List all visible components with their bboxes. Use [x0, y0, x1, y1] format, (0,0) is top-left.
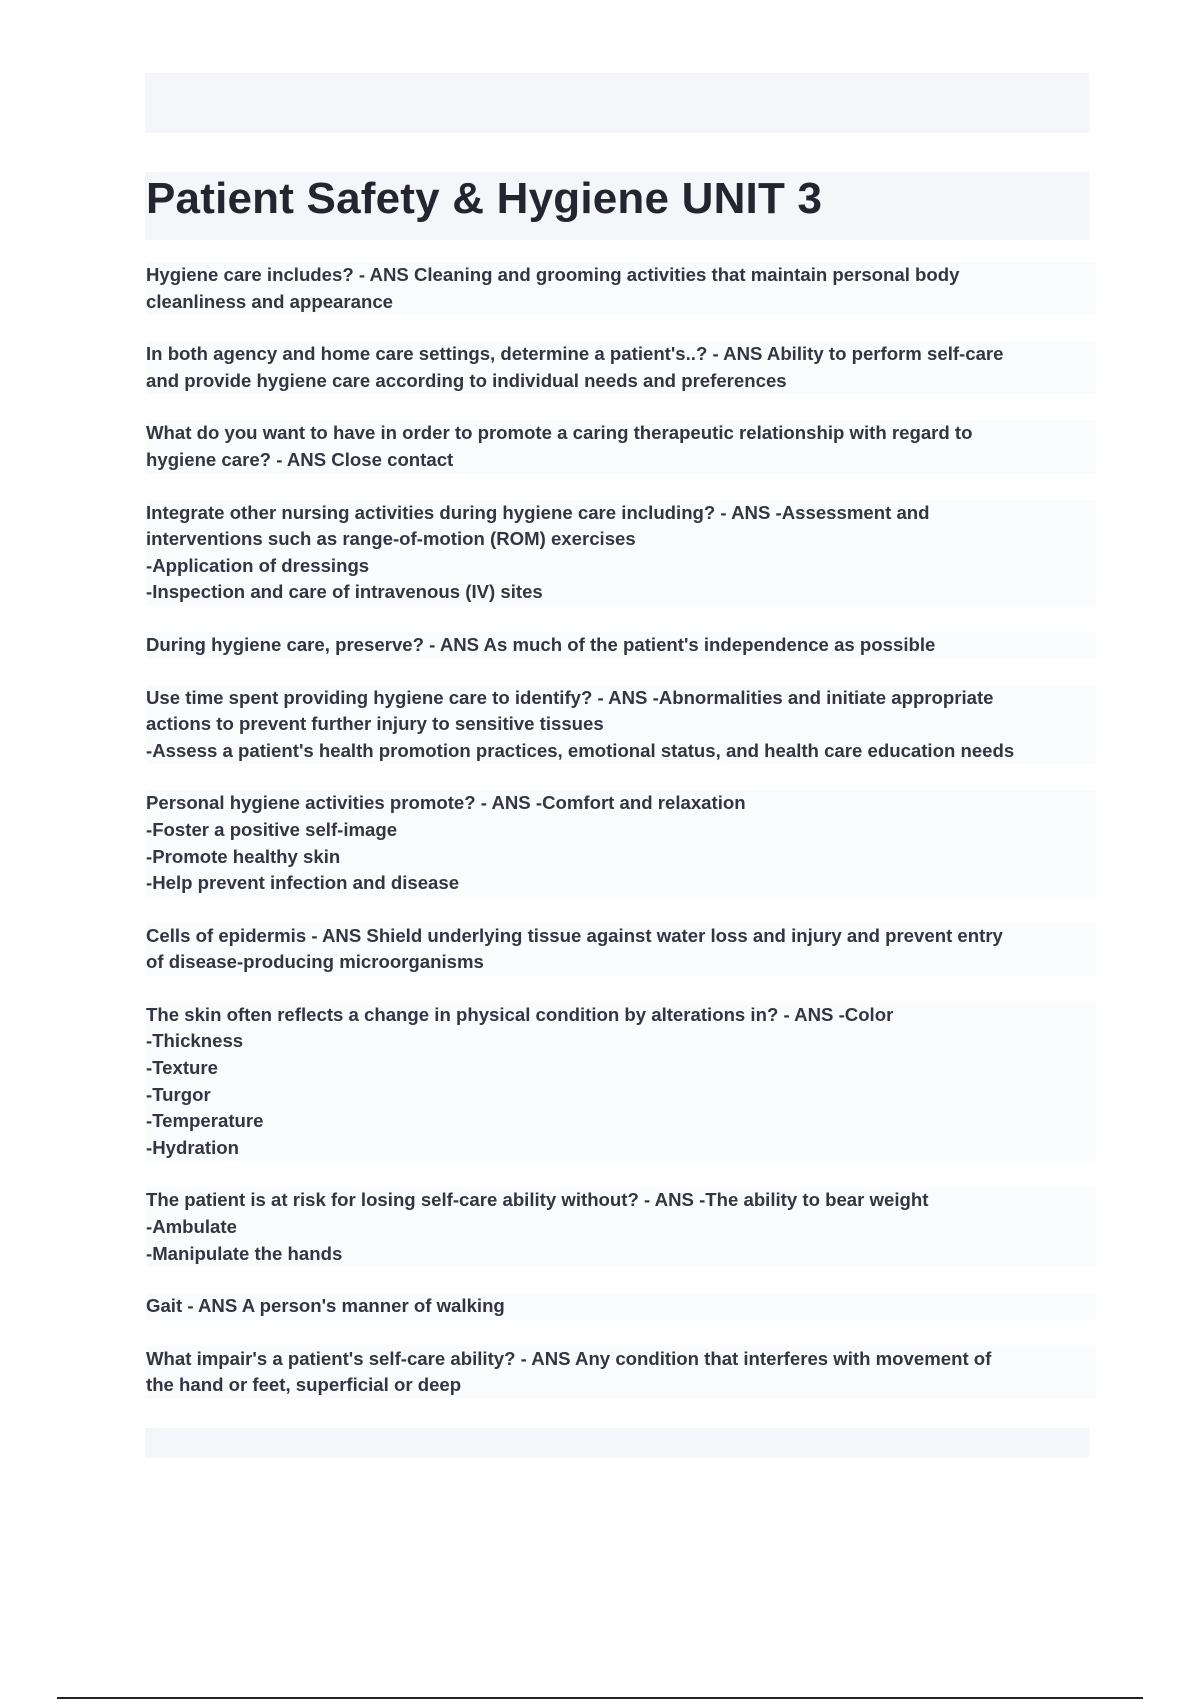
qa-line: the hand or feet, superficial or deep	[146, 1374, 462, 1396]
qa-line: Personal hygiene activities promote? - ANS -Comfort and relaxation	[146, 792, 746, 814]
footer-band	[145, 1428, 1089, 1458]
footer-divider	[57, 1697, 1143, 1699]
qa-line: The patient is at risk for losing self-care ability without? - ANS -The ability to bear weight	[146, 1189, 929, 1211]
qa-line: -Thickness	[146, 1030, 244, 1052]
page-title: Patient Safety & Hygiene UNIT 3	[146, 174, 823, 223]
qa-line: cleanliness and appearance	[146, 290, 394, 312]
qa-line: -Foster a positive self-image	[146, 818, 398, 840]
qa-line: -Texture	[146, 1057, 218, 1079]
qa-line: What do you want to have in order to promote a caring therapeutic relationship with regard to	[146, 422, 973, 444]
qa-item	[146, 685, 1096, 765]
qa-line: -Inspection and care of intravenous (IV) sites	[146, 581, 543, 603]
qa-line: -Ambulate	[146, 1216, 237, 1238]
qa-line: During hygiene care, preserve? - ANS As much of the patient's independence as possible	[146, 633, 936, 655]
qa-line: Gait - ANS A person's manner of walking	[146, 1295, 505, 1317]
qa-line: -Promote healthy skin	[146, 845, 341, 867]
qa-list	[146, 262, 1096, 1425]
qa-line: -Assess a patient's health promotion practices, emotional status, and health care education needs	[146, 739, 1015, 761]
qa-item	[146, 1187, 1096, 1267]
qa-line: -Turgor	[146, 1083, 211, 1105]
qa-line: Cells of epidermis - ANS Shield underlying tissue against water loss and injury and prevent entry	[146, 924, 1003, 946]
qa-line: interventions such as range-of-motion (ROM) exercises	[146, 528, 636, 550]
header-band	[145, 73, 1089, 133]
qa-line: In both agency and home care settings, determine a patient's..? - ANS Ability to perform self-care	[146, 343, 1004, 365]
qa-line: Use time spent providing hygiene care to identify? - ANS -Abnormalities and initiate appropriate	[146, 686, 994, 708]
qa-item	[146, 790, 1096, 896]
qa-item	[146, 500, 1096, 606]
qa-line: and provide hygiene care according to individual needs and preferences	[146, 369, 787, 391]
qa-item	[146, 923, 1096, 976]
qa-item	[146, 1346, 1096, 1399]
qa-item	[146, 341, 1096, 394]
qa-item	[146, 1293, 1096, 1320]
qa-line: Integrate other nursing activities during hygiene care including? - ANS -Assessment and	[146, 501, 930, 523]
qa-item	[146, 420, 1096, 473]
qa-item	[146, 262, 1096, 315]
qa-line: What impair's a patient's self-care ability? - ANS Any condition that interferes with movement of	[146, 1347, 992, 1369]
qa-line: -Hydration	[146, 1136, 239, 1158]
qa-line: -Temperature	[146, 1110, 264, 1132]
qa-line: -Manipulate the hands	[146, 1242, 343, 1264]
qa-line: -Application of dressings	[146, 554, 370, 576]
qa-item	[146, 632, 1096, 659]
qa-line: Hygiene care includes? - ANS Cleaning and grooming activities that maintain personal body	[146, 264, 960, 285]
qa-item	[146, 1002, 1096, 1162]
qa-line: actions to prevent further injury to sensitive tissues	[146, 713, 604, 735]
qa-line: The skin often reflects a change in physical condition by alterations in? - ANS -Color	[146, 1003, 894, 1025]
qa-line: hygiene care? - ANS Close contact	[146, 448, 454, 470]
qa-line: -Help prevent infection and disease	[146, 872, 460, 894]
qa-line: of disease-producing microorganisms	[146, 951, 484, 973]
